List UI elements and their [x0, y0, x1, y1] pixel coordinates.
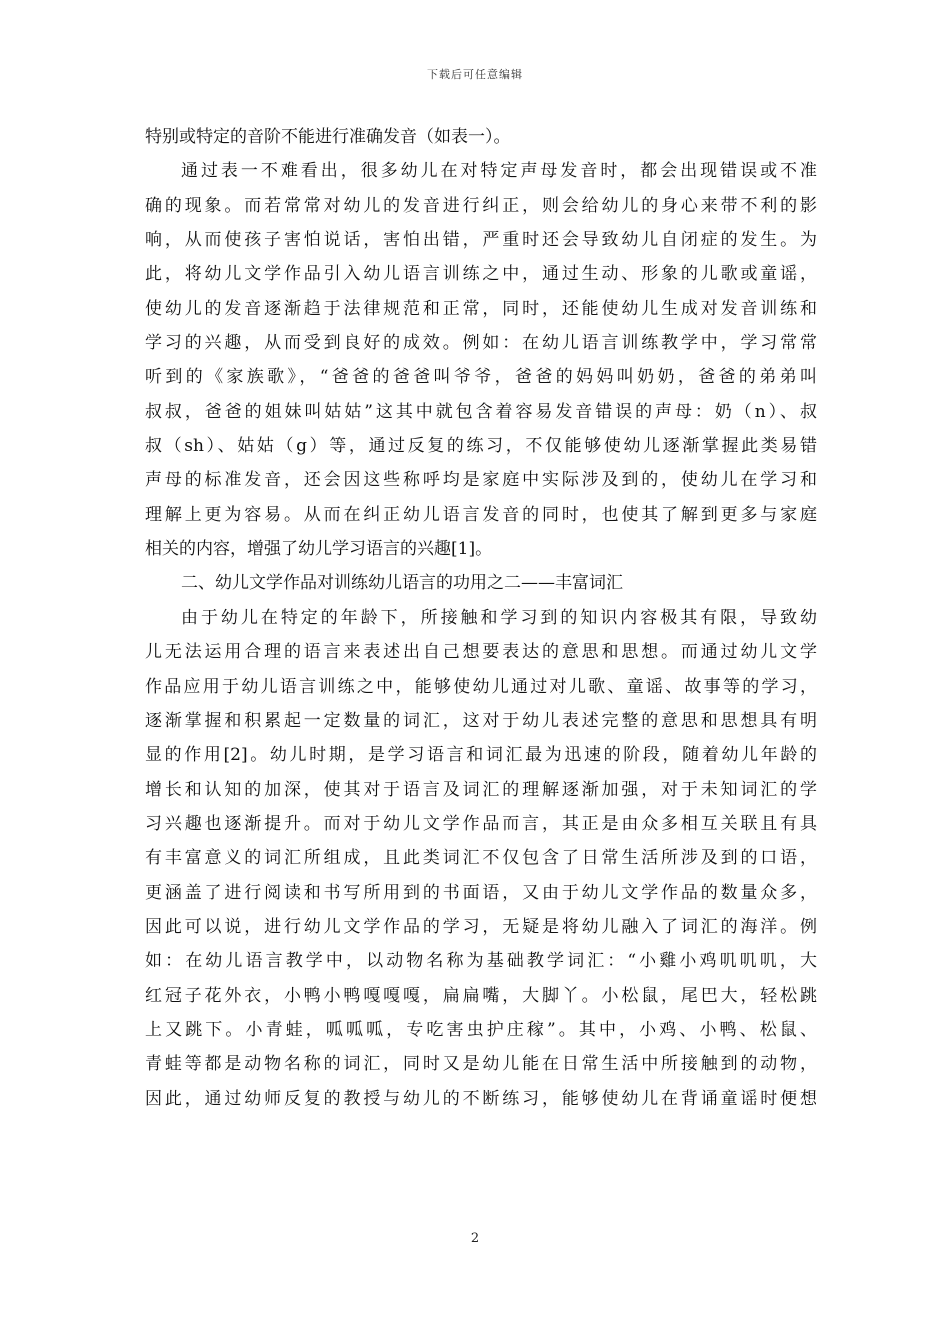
- paragraph-line: 理解上更为容易。从而在纠正幼儿语言发音的同时，也使其了解到更多与家庭: [145, 504, 817, 525]
- paragraph-line: 增长和认知的加深，使其对于语言及词汇的理解逐渐加强，对于未知词汇的学: [145, 779, 817, 800]
- paragraph-line: 因此可以说，进行幼儿文学作品的学习，无疑是将幼儿融入了词汇的海洋。例: [145, 916, 817, 937]
- paragraph-line: 有丰富意义的词汇所组成，且此类词汇不仅包含了日常生活所涉及到的口语，: [145, 848, 817, 869]
- page-header: 下载后可任意编辑: [427, 68, 523, 81]
- paragraph-line: 此，将幼儿文学作品引入幼儿语言训练之中，通过生动、形象的儿歌或童谣，: [145, 264, 817, 285]
- paragraph-line: 由于幼儿在特定的年龄下，所接触和学习到的知识内容极其有限，导致幼: [181, 607, 817, 628]
- paragraph-line: 儿无法运用合理的语言来表述出自己想要表达的意思和思想。而通过幼儿文学: [145, 642, 817, 663]
- paragraph-line: 因此，通过幼师反复的教授与幼儿的不断练习，能够使幼儿在背诵童谣时便想: [145, 1088, 817, 1109]
- paragraph-line: 更涵盖了进行阅读和书写所用到的书面语，又由于幼儿文学作品的数量众多，: [145, 882, 817, 903]
- paragraph-line: 叔（sh）、姑姑（g）等，通过反复的练习，不仅能够使幼儿逐渐掌握此类易错: [145, 436, 817, 457]
- paragraph-line: 红冠子花外衣，小鸭小鸭嘎嘎嘎，扁扁嘴，大脚丫。小松鼠，尾巴大，轻松跳: [145, 985, 817, 1006]
- paragraph-line: 确的现象。而若常常对幼儿的发音进行纠正，则会给幼儿的身心来带不利的影: [145, 195, 817, 216]
- page-number: 2: [470, 1231, 480, 1246]
- paragraph-line: 相关的内容，增强了幼儿学习语言的兴趣[1]。: [145, 539, 493, 560]
- paragraph-line: 逐渐掌握和积累起一定数量的词汇，这对于幼儿表述完整的意思和思想具有明: [145, 710, 817, 731]
- paragraph-line: 显的作用[2]。幼儿时期，是学习语言和词汇最为迅速的阶段，随着幼儿年龄的: [145, 745, 817, 766]
- paragraph-line: 使幼儿的发音逐渐趋于法律规范和正常，同时，还能使幼儿生成对发音训练和: [145, 298, 817, 319]
- paragraph-line: 学习的兴趣，从而受到良好的成效。例如：在幼儿语言训练教学中，学习常常: [145, 333, 817, 354]
- paragraph-line: 声母的标准发音，还会因这些称呼均是家庭中实际涉及到的，使幼儿在学习和: [145, 470, 817, 491]
- paragraph-line: 习兴趣也逐渐提升。而对于幼儿文学作品而言，其正是由众多相互关联且有具: [145, 813, 817, 834]
- document-body: [145, 120, 817, 1116]
- paragraph-line: 如：在幼儿语言教学中，以动物名称为基础教学词汇：“小雞小鸡叽叽叽，大: [145, 951, 817, 972]
- section-heading: 二、幼儿文学作品对训练幼儿语言的功用之二——丰富词汇: [181, 573, 623, 594]
- paragraph-line: 青蛙等都是动物名称的词汇，同时又是幼儿能在日常生活中所接触到的动物，: [145, 1054, 817, 1075]
- paragraph-line: 响，从而使孩子害怕说话，害怕出错，严重时还会导致幼儿自闭症的发生。为: [145, 230, 817, 251]
- paragraph-line: 特别或特定的音阶不能进行准确发音（如表一）。: [145, 127, 511, 147]
- paragraph-line: 叔叔，爸爸的姐妹叫姑姑”这其中就包含着容易发音错误的声母：奶（n）、叔: [145, 401, 817, 422]
- paragraph-line: 作品应用于幼儿语言训练之中，能够使幼儿通过对儿歌、童谣、故事等的学习，: [145, 676, 817, 697]
- paragraph-line: 通过表一不难看出，很多幼儿在对特定声母发音时，都会出现错误或不准: [181, 161, 817, 182]
- paragraph-line: 听到的《家族歌》，“爸爸的爸爸叫爷爷，爸爸的妈妈叫奶奶，爸爸的弟弟叫: [145, 367, 817, 388]
- paragraph-line: 上又跳下。小青蛙，呱呱呱，专吃害虫护庄稼”。其中，小鸡、小鸭、松鼠、: [145, 1019, 817, 1040]
